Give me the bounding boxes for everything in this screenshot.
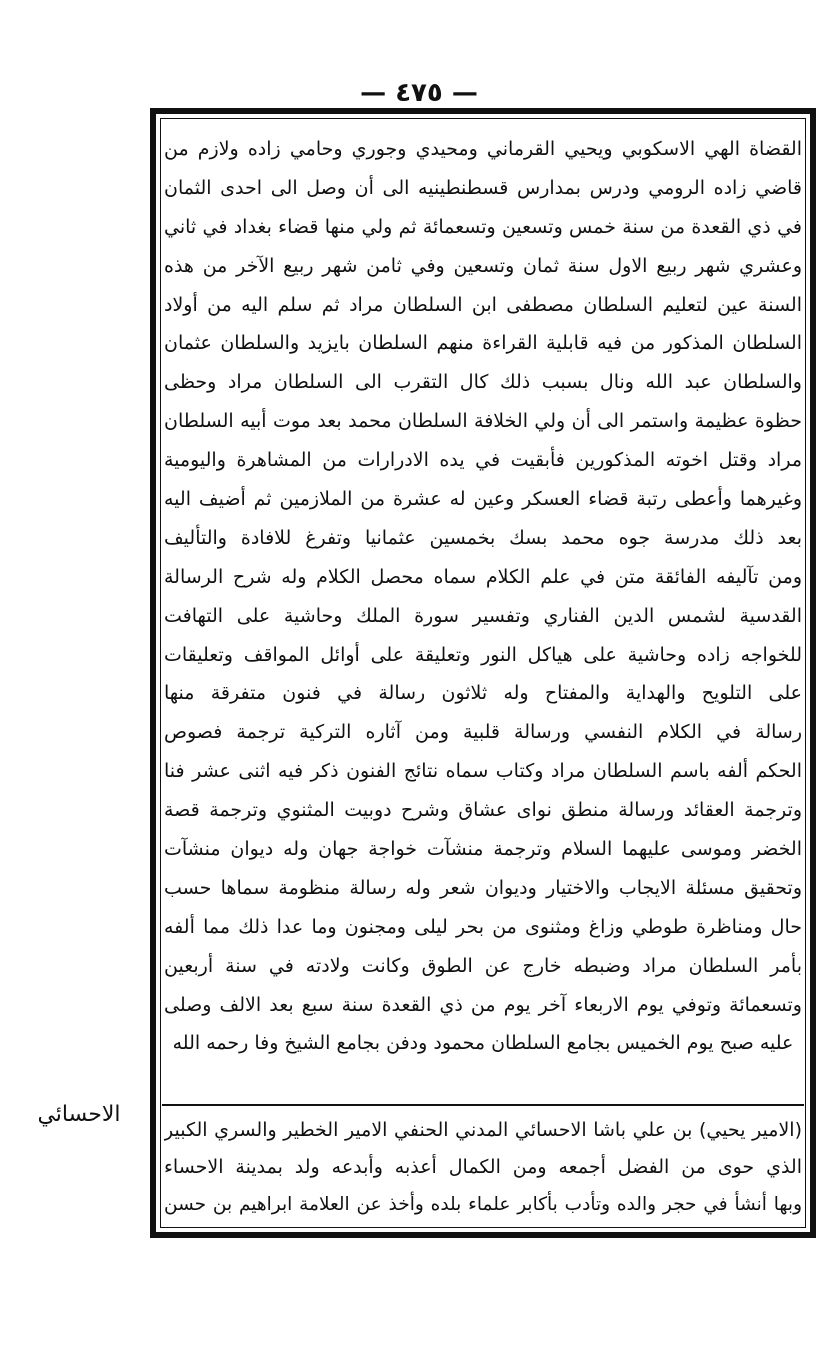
text-line: وعشري شهر ربيع الاول سنة ثمان وتسعين وفي ثامن شهر ربيع الآخر من هذه bbox=[164, 254, 802, 277]
text-line: عليه صبح يوم الخميس بجامع السلطان محمود ودفن بجامع الشيخ وفا رحمه الله bbox=[172, 1032, 794, 1055]
text-line: وتسعمائة وتوفي يوم الاربعاء آخر يوم من ذي القعدة سنة سبع بعد الالف وصلى bbox=[164, 993, 802, 1016]
entry-separator-rule bbox=[162, 1104, 804, 1106]
text-line: وغيرهما وأعطى رتبة قضاء العسكر وعين له عشرة من الملازمين ثم أضيف اليه bbox=[164, 488, 802, 511]
text-line: الذي حوى من الفضل أجمعه ومن الكمال أعذبه وأبدعه ولد بمدينة الاحساء bbox=[164, 1156, 802, 1178]
page-number: — ٤٧٥ — bbox=[360, 78, 478, 108]
text-line: السلطان المذكور من فيه قابلية القراءة منهم السلطان بايزيد والسلطان عثمان bbox=[164, 332, 802, 355]
text-line: حال ومناظرة طوطي وزاغ ومثنوى من بحر ليلى ومجنون وما عدا ذلك مما ألفه bbox=[164, 915, 802, 938]
text-line: الخضر وموسى عليهما السلام وترجمة منشآت خواجة جهان وله ديوان منشآت bbox=[164, 838, 802, 861]
margin-note: الاحسائي bbox=[37, 1102, 121, 1127]
text-line: القضاة الهي الاسكوبي ويحيي القرماني ومحيدي وجوري وحامي زاده ولازم من bbox=[164, 138, 802, 160]
text-line: ومن تآليفه الفائقة متن في علم الكلام سماه محصل الكلام وله شرح الرسالة bbox=[164, 565, 802, 588]
text-line: السنة عين لتعليم السلطان مصطفى ابن السلطان مراد ثم سلم اليه من أولاد bbox=[164, 293, 802, 316]
ahsai-entry-text bbox=[164, 1112, 802, 1223]
text-line: قاضي زاده الرومي ودرس بمدارس قسطنطينيه الى أن وصل الى احدى الثمان bbox=[164, 176, 802, 199]
text-line: والسلطان عبد الله ونال بسبب ذلك كال التقرب الى السلطان مراد وحظى bbox=[164, 371, 802, 394]
main-entry-text bbox=[164, 130, 802, 1063]
text-line: وتحقيق مسئلة الايجاب والاختيار وديوان شعر وله رسالة منظومة سماها حسب bbox=[164, 876, 802, 899]
text-line: مراد وقتل اخوته المذكورين فأبقيت في يده الادرارات من المشاهرة واليومية bbox=[164, 449, 802, 472]
text-line: الحكم ألفه باسم السلطان مراد وكتاب سماه نتائج الفنون ذكر فيه اثنى عشر فنا bbox=[164, 760, 802, 783]
text-line: وترجمة العقائد ورسالة منطق نواى عشاق وشرح دوبيت المثنوي وترجمة قصة bbox=[164, 799, 802, 822]
text-line: على التلويح والهداية والمفتاح وله ثلاثون رسالة في فنون متفرقة منها bbox=[164, 682, 802, 705]
text-line: بأمر السلطان مراد وضبطه خارج عن الطوق وكانت ولادته في سنة أربعين bbox=[164, 954, 802, 977]
text-line: بعد ذلك مدرسة جوه محمد بسك بخمسين عثمانيا وتفرغ للافادة والتأليف bbox=[164, 526, 802, 549]
text-line: (الامير يحيي) بن علي باشا الاحسائي المدني الحنفي الامير الخطير والسري الكبير bbox=[164, 1119, 802, 1141]
text-line: القدسية لشمس الدين الفناري وتفسير سورة الملك وحاشية على التهافت bbox=[164, 604, 802, 627]
text-line: رسالة في الكلام النفسي ورسالة قلبية ومن آثاره التركية ترجمة فصوص bbox=[164, 721, 802, 744]
text-line: حظوة عظيمة واستمر الى أن ولي الخلافة السلطان محمد بعد موت أبيه السلطان bbox=[164, 410, 802, 433]
text-line: وبها أنشأ في حجر والده وتأدب بأكابر علماء بلده وأخذ عن العلامة ابراهيم بن حسن bbox=[164, 1194, 802, 1215]
text-line: في ذي القعدة من سنة خمس وتسعين وتسعمائة ثم ولي منها قضاء بغداد في ثاني bbox=[164, 215, 802, 238]
text-frame bbox=[150, 108, 816, 1238]
text-line: للخواجه زاده وحاشية على هياكل النور وتعليقة على أوائل المواقف وتعليقات bbox=[164, 643, 802, 666]
